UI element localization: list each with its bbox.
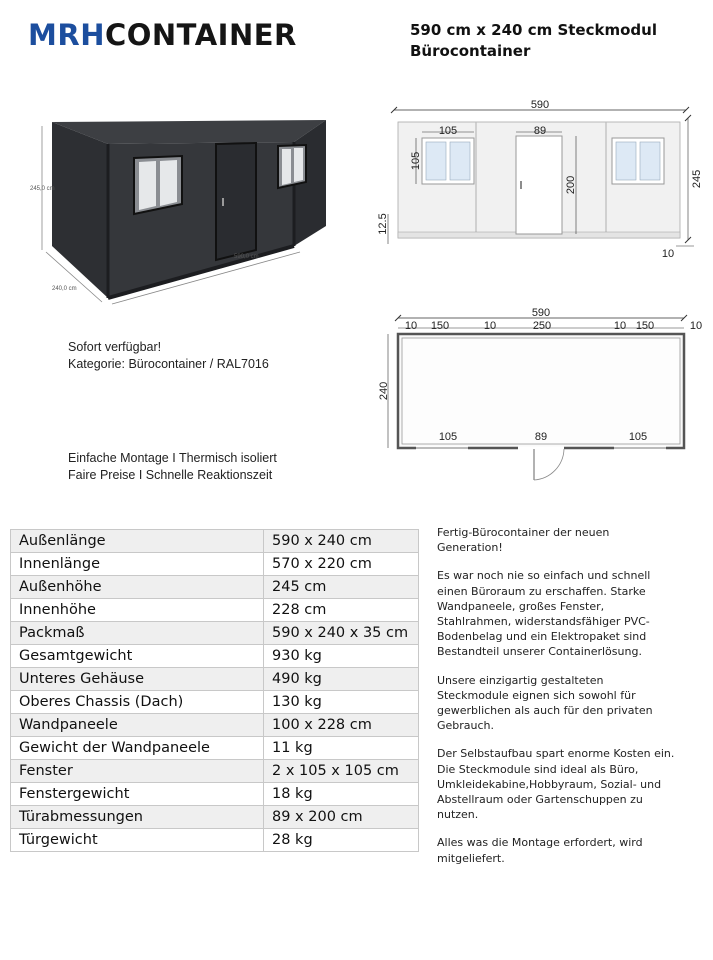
- spec-value: 89 x 200 cm: [264, 806, 419, 829]
- spec-label: Oberes Chassis (Dach): [11, 691, 264, 714]
- render-width-label: 240,0 cm: [52, 286, 77, 292]
- plan-segment-label: 10: [613, 320, 627, 332]
- product-description: [437, 525, 677, 879]
- spec-label: Wandpaneele: [11, 714, 264, 737]
- spec-row: [11, 599, 419, 622]
- spec-value: 28 kg: [264, 829, 419, 852]
- description-paragraph: Fertig-Bürocontainer der neuen Generation!: [437, 526, 610, 555]
- availability-category: Kategorie: Bürocontainer / RAL7016: [68, 357, 269, 371]
- spec-value: 130 kg: [264, 691, 419, 714]
- spec-row: [11, 622, 419, 645]
- front-door-width-label: 89: [533, 125, 547, 137]
- spec-row: [11, 806, 419, 829]
- container-3d-render: [20, 100, 360, 310]
- spec-value: 245 cm: [264, 576, 419, 599]
- spec-value: 590 x 240 x 35 cm: [264, 622, 419, 645]
- render-side: [52, 122, 108, 298]
- description-paragraph: Alles was die Montage erfordert, wird mitgeliefert.: [437, 836, 643, 865]
- availability-note: [68, 339, 269, 373]
- render-window-pane: [139, 161, 156, 210]
- spec-label: Innenhöhe: [11, 599, 264, 622]
- front-total-height-label: 245: [691, 169, 703, 189]
- window-pane: [616, 142, 636, 180]
- floor-plan-drawing: [376, 304, 706, 484]
- spec-label: Türgewicht: [11, 829, 264, 852]
- plan-window-right-label: 105: [628, 431, 648, 443]
- spec-row: [11, 576, 419, 599]
- spec-row: [11, 553, 419, 576]
- plan-door-label: 89: [534, 431, 548, 443]
- window-pane: [426, 142, 446, 180]
- spec-table: [10, 529, 419, 852]
- brand-logo-blue: MRH: [28, 18, 105, 52]
- spec-label: Türabmessungen: [11, 806, 264, 829]
- front-door: [516, 136, 562, 234]
- render-window-pane: [282, 149, 291, 185]
- spec-row: [11, 760, 419, 783]
- plan-segment-label: 10: [483, 320, 497, 332]
- product-title-line2: Bürocontainer: [410, 42, 531, 60]
- spec-label: Unteres Gehäuse: [11, 668, 264, 691]
- spec-value: 570 x 220 cm: [264, 553, 419, 576]
- spec-row: [11, 530, 419, 553]
- window-pane: [450, 142, 470, 180]
- description-paragraph: Unsere einzigartig gestalteten Steckmodule eignen sich sowohl für gewerblichen als auch für den privaten Gebrauch.: [437, 673, 653, 733]
- plan-segment-label: 250: [532, 320, 552, 332]
- availability-line1: Sofort verfügbar!: [68, 340, 162, 354]
- spec-label: Innenlänge: [11, 553, 264, 576]
- spec-label: Außenhöhe: [11, 576, 264, 599]
- spec-label: Gesamtgewicht: [11, 645, 264, 668]
- front-window-width-label: 105: [438, 125, 458, 137]
- front-door-height-label: 200: [565, 175, 577, 195]
- spec-row: [11, 645, 419, 668]
- spec-row: [11, 714, 419, 737]
- spec-value: 2 x 105 x 105 cm: [264, 760, 419, 783]
- plan-window-left-label: 105: [438, 431, 458, 443]
- spec-value: 590 x 240 cm: [264, 530, 419, 553]
- description-paragraph: Es war noch nie so einfach und schnell einen Büroraum zu erschaffen. Starke Wandpaneele, großes Fenster, Stahlrahmen, widerstandsfähiger PVC-Bodenbelag und ein Elektropaket sind Bestandteil unserer Containerlösung.: [437, 569, 651, 659]
- plan-door-swing: [534, 449, 564, 480]
- render-height-label: 245,0 cm: [30, 186, 55, 192]
- spec-value: 490 kg: [264, 668, 419, 691]
- spec-value: 930 kg: [264, 645, 419, 668]
- spec-value: 11 kg: [264, 737, 419, 760]
- features-note: [68, 450, 277, 484]
- product-title: [410, 20, 657, 62]
- spec-label: Gewicht der Wandpaneele: [11, 737, 264, 760]
- plan-interior: [402, 338, 680, 444]
- render-window-pane: [160, 160, 177, 206]
- plan-segment-label: 10: [404, 320, 418, 332]
- spec-value: 18 kg: [264, 783, 419, 806]
- plan-segment-label: 150: [635, 320, 655, 332]
- spec-row: [11, 783, 419, 806]
- spec-label: Fenster: [11, 760, 264, 783]
- brand-logo-dark: CONTAINER: [104, 18, 297, 52]
- front-profile-label: 10: [661, 248, 675, 260]
- plan-segment-label: 10: [689, 320, 703, 332]
- spec-value: 100 x 228 cm: [264, 714, 419, 737]
- front-elevation-drawing: [376, 94, 706, 264]
- front-width-label: 590: [530, 99, 550, 111]
- brand-logo: [28, 18, 297, 52]
- spec-label: Außenlänge: [11, 530, 264, 553]
- plan-segment-label: 150: [430, 320, 450, 332]
- spec-row: [11, 829, 419, 852]
- render-length-label: 590,0 cm: [234, 254, 259, 260]
- spec-row: [11, 668, 419, 691]
- plan-depth-label: 240: [378, 381, 390, 401]
- front-base-height-label: 12.5: [377, 213, 389, 235]
- render-window-pane: [294, 148, 303, 182]
- spec-label: Fenstergewicht: [11, 783, 264, 806]
- front-window-height-label: 105: [410, 151, 422, 171]
- features-line1: Einfache Montage I Thermisch isoliert: [68, 451, 277, 465]
- window-pane: [640, 142, 660, 180]
- plan-width-label: 590: [531, 307, 551, 319]
- features-line2: Faire Preise I Schnelle Reaktionszeit: [68, 468, 273, 482]
- description-paragraph: Der Selbstaufbau spart enorme Kosten ein. Die Steckmodule sind ideal als Büro, Umkleidekabine,Hobbyraum, Sozial- und Abstellraum oder Gartenschuppen zu nutzen.: [437, 747, 675, 822]
- spec-value: 228 cm: [264, 599, 419, 622]
- product-title-line1: 590 cm x 240 cm Steckmodul: [410, 21, 657, 39]
- spec-row: [11, 691, 419, 714]
- spec-label: Packmaß: [11, 622, 264, 645]
- spec-row: [11, 737, 419, 760]
